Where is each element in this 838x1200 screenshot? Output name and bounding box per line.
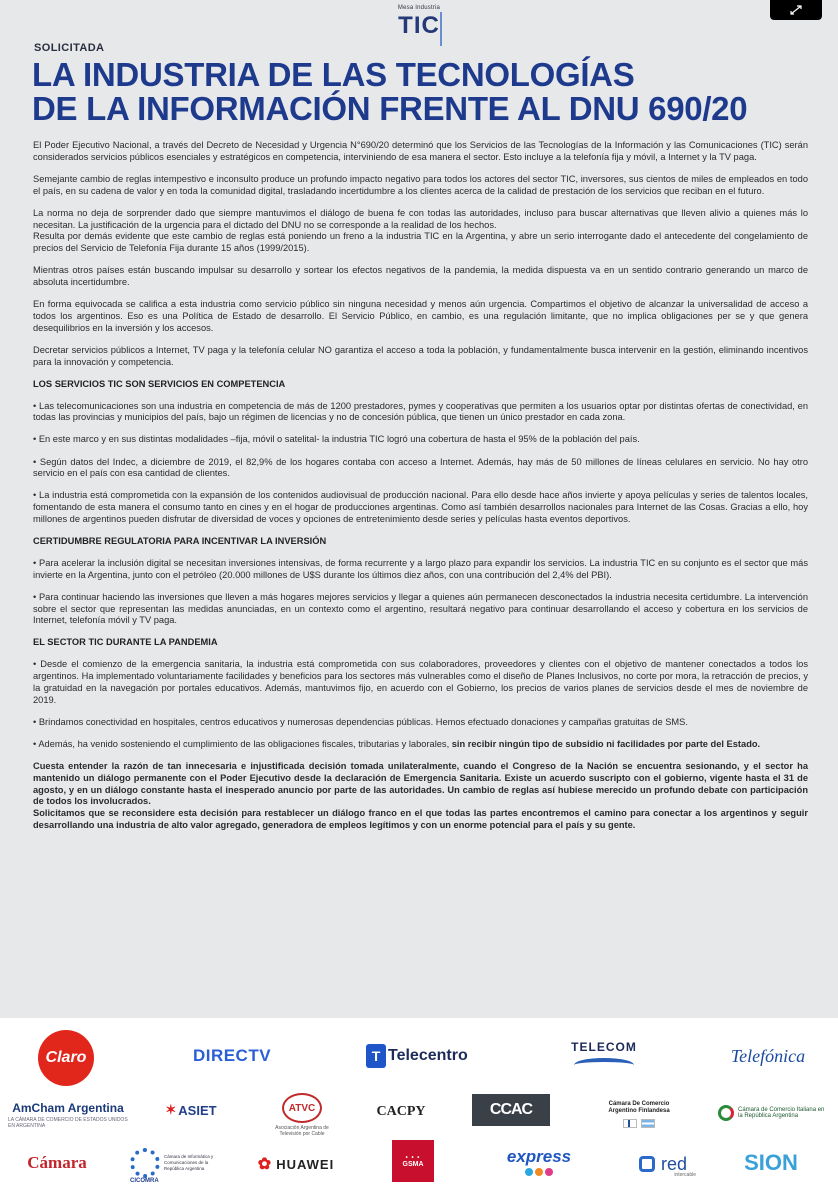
paragraph: Semejante cambio de reglas intempestivo e inconsulto produce un profundo impacto negativo para todos los actores del sector TIC, inversores, sus cientos de miles de empleados en todo el país, en su cadena de valor y en toda la comunidad digital, trasladando incertidumbre a los clientes acerca de la calidad de prestación de los servicios que reciban en el futuro. [33, 173, 808, 196]
camara-finlandesa-text: Cámara De Comercio Argentino Finlandesa [608, 1100, 670, 1114]
bullet-emphasis: sin recibir ningún tipo de subsidio ni facilidades por parte del Estado. [451, 738, 761, 749]
paragraph: En forma equivocada se califica a esta industria como servicio público sin ninguna necesidad y menos aún urgencia. Compartimos el objetivo de alcanzar la universalidad de acceso a todos los argentinos. Eso es una Política de Estado de desarrollo. El Servicio Público, en cambio, es una regulación limitante, que no implica obligaciones per se y que genera desequilibrios en la inversión y los accesos. [33, 299, 808, 333]
bullet-item: • Desde el comienzo de la emergencia sanitaria, la industria está comprometida con sus colaboradores, proveedores y clientes con el objetivo de mantener conectados a todos los argentinos. Ha implementado voluntariamente facilidades y beneficios para los sectores más vulnerables como el diseño de Planes Inclusivos, no corte por mora, la retracción de precios, y la gratuidad en la navegación por portales educativos. Además, mantuvimos fijo, en acuerdo con el Gobierno, los precios de varios planes de servicios desde el mes de noviembre de 2019. [33, 659, 808, 705]
express-logo [498, 1144, 580, 1178]
camara-logo: Cámara [27, 1153, 87, 1172]
sponsor-logos [0, 1022, 838, 1200]
cacpy-logo: CACPY [376, 1104, 426, 1119]
closing-paragraph: Cuesta entender la razón de tan innecesaria e injustificada decisión tomada unilateralmente, cuando el Congreso de la Nación se encuentra sesionando, y el sector ha mantenido un diálogo permanente con el Poder Ejecutivo desde la declaración de Emergencia Sanitaria. Existe un acuerdo suscripto con el gobierno, vigente hasta el 31 de agosto, y en un diálogo constante hasta el inesperado anuncio por parte de las autoridades. Un cambio de reglas así hubiese merecido un profundo debate con participación de todos los involucrados. [33, 760, 808, 807]
red-intercable-logo [626, 1150, 700, 1178]
amcham-subtext: LA CÁMARA DE COMERCIO DE ESTADOS UNIDOS EN ARGENTINA [8, 1117, 128, 1129]
paragraph: Resulta por demás evidente que este cambio de reglas está poniendo un freno a la industria TIC en la Argentina, y abre un serio interrogante dado el antecedente del congelamiento de precios del Servicio de Telefonía Fija durante 15 años (1999/2015). [33, 231, 808, 254]
camara-italiana-text: Cámara de Comercio Italiana en la República Argentina [738, 1107, 825, 1119]
claro-logo: Claro [38, 1030, 94, 1086]
logo-big-text: TIC [398, 12, 440, 39]
sion-logo: SION [744, 1150, 798, 1175]
gsma-logo [392, 1140, 434, 1182]
telecom-swoosh [574, 1058, 634, 1072]
kicker-label: SOLICITADA [34, 42, 105, 54]
ccac-logo: CCAC [472, 1094, 550, 1126]
asiet-logo [156, 1096, 226, 1124]
bullet-item: • Brindamos conectividad en hospitales, centros educativos y numerosas dependencias públicas. Hemos efectuado donaciones y campañas gratuitas de SMS. [33, 716, 688, 727]
red-subtext: intercable [674, 1172, 696, 1178]
cicomra-subtext: Cámara de Informática y Comunicaciones de la República Argentina [164, 1154, 214, 1171]
bullet-item: • La industria está comprometida con la expansión de los contenidos audiovisual de producción nacional. Para ello desde hace años invierte y apoya películas y series de talentos locales, fomentando de esta manera el consumo tanto en cines y en el hogar de producciones argentinas. Como así también desarrollos nacionales para Internet de las Cosas. Gracias a ello, hoy millones de argentinos pueden disfrutar de diversidad de voces y opciones de entretenimiento desde series y películas hasta eventos deportivos. [33, 490, 808, 524]
red-square-icon [639, 1156, 655, 1172]
bullet-item [33, 739, 808, 751]
asiet-text: ASIET [178, 1102, 217, 1118]
bullet-item: • Según datos del Indec, a diciembre de 2019, el 82,9% de los hogares contaba con acceso a Internet. Además, hay más de 50 millones de líneas celulares en servicio. No hay otro servicio en el país con esa cantidad de clientes. [33, 456, 808, 479]
expand-icon [789, 4, 803, 16]
paragraph [33, 208, 808, 232]
telecentro-logo [366, 1042, 476, 1070]
telecom-text: TELECOM [571, 1040, 637, 1054]
cicomra-dots-icon [130, 1148, 160, 1178]
telecom-logo [568, 1036, 640, 1076]
gsma-text: GSMA [402, 1160, 424, 1168]
logo-small-text: Mesa Industria [397, 5, 441, 11]
article-body [33, 140, 808, 832]
expand-button[interactable] [770, 0, 822, 20]
express-dots-icon [525, 1168, 553, 1176]
gsma-dots-icon: • • • [405, 1154, 421, 1161]
amcham-text: AmCham Argentina [12, 1101, 124, 1115]
closing-paragraph: Solicitamos que se reconsidere esta decisión para restablecer un diálogo franco en el que todas las partes encontremos el camino para conectar a los argentinos y seguir desarrollando una industria de alto valor agregado, generadora de empleos legítimos y con un enorme potencial para el país y su gente. [33, 808, 808, 830]
headline-line-2: DE LA INFORMACIÓN FRENTE AL DNU 690/20 [32, 90, 748, 127]
camara-italiana-logo [718, 1096, 828, 1130]
telecentro-text: Telecentro [388, 1047, 468, 1064]
section-heading: CERTIDUMBRE REGULATORIA PARA INCENTIVAR LA INVERSIÓN [33, 536, 327, 547]
section-heading: LOS SERVICIOS TIC SON SERVICIOS EN COMPETENCIA [33, 378, 286, 389]
huawei-text: HUAWEI [276, 1156, 335, 1172]
mesa-industria-tic-logo [390, 4, 448, 46]
flags [623, 1119, 655, 1128]
camara-italiana-ring-icon [718, 1105, 734, 1121]
bullet-item: • Para continuar haciendo las inversiones que lleven a más hogares mejores servicios y llegar a quienes aún permanecen desconectados la industria necesita certidumbre. La intervención sobre el sector que representan las medidas anunciadas, en un contexto como el argentino, resultará negativo para continuar desarrollando el acceso y cobertura en los servicios de Internet, telefonía móvil y TV paga. [33, 591, 808, 626]
atvc-logo [270, 1086, 334, 1144]
headline-line-1: LA INDUSTRIA DE LAS TECNOLOGÍAS [32, 56, 635, 93]
telecentro-mark: T [366, 1044, 386, 1068]
bullet-text: • Además, ha venido sosteniendo el cumplimiento de las obligaciones fiscales, tributarias y laborales, [33, 738, 452, 749]
express-text: express [506, 1146, 572, 1166]
headline [32, 58, 822, 126]
directv-logo: DIRECTV [192, 1046, 272, 1065]
huawei-logo [248, 1152, 344, 1176]
bullet-item: • Las telecomunicaciones son una industria en competencia de más de 1200 prestadores, pymes y cooperativas que permiten a los usuarios optar por distintas ofertas de conectividad, en todas las provincias y municipios del país, bajo un régimen de licencias y no de concesión pública, que tienen un único prestador en cada zona. [33, 400, 808, 423]
atvc-mark: ATVC [282, 1093, 322, 1123]
red-text: red [660, 1153, 687, 1174]
camara-finlandesa-logo [598, 1092, 680, 1136]
logo-accent-bar [440, 12, 442, 46]
argentina-flag-icon [641, 1119, 655, 1128]
paragraph: Decretar servicios públicos a Internet, TV paga y la telefonía celular NO garantiza el acceso a toda la población, y fundamentalmente busca intervenir en la gestión, eliminando incentivos para la innovación y competencia. [33, 344, 808, 367]
huawei-petal-icon: ✿ [257, 1156, 273, 1173]
paragraph: El Poder Ejecutivo Nacional, a través del Decreto de Necesidad y Urgencia N°690/20 determinó que los Servicios de las Tecnologías de la Información y las Comunicaciones (TIC) serán considerados servicios públicos esenciales y estratégicos en competencia, interviniendo de esa manera el sector. Esto incluye a la telefonía fija y móvil, a Internet y la TV paga. [33, 140, 808, 162]
cicomra-text: CICOMRA [130, 1178, 159, 1184]
section-heading: EL SECTOR TIC DURANTE LA PANDEMIA [33, 637, 218, 648]
asiet-star-icon: ✶ [165, 1102, 177, 1117]
telefonica-logo: Telefónica [730, 1045, 806, 1066]
bullet-item: • Para acelerar la inclusión digital se necesitan inversiones intensivas, de forma recurrente y a largo plazo para expandir los servicios. La industria TIC en su conjunto es el sector que más invierte en la Argentina, junto con el petróleo (20.000 millones de U$S durante los últimos diez años, con una contribución del 2,4% del PBI). [33, 557, 808, 580]
bullet-item: • En este marco y en sus distintas modalidades –fija, móvil o satelital- la industria TIC logró una cobertura de hasta el 95% de la población del país. [33, 434, 640, 445]
paragraph: Mientras otros países están buscando impulsar su desarrollo y sortear los efectos negativos de la pandemia, la medida dispuesta va en un sentido contrario generando un marco de absoluta incertidumbre. [33, 265, 808, 288]
paragraph-part: La norma no deja de sorprender dado que siempre mantuvimos el diálogo de buena fe con todas las autoridades, incluso para buscar alternativas que lleven alivio a quienes más lo necesitan. La justificación de la urgencia para el dictado del DNU no se corresponde a la realidad de los hechos. [33, 207, 808, 230]
finland-flag-icon [623, 1119, 637, 1128]
amcham-logo [8, 1100, 128, 1130]
atvc-subtext: Asociación Argentina de Televisión por Cable [275, 1125, 329, 1137]
cicomra-logo [130, 1142, 218, 1184]
